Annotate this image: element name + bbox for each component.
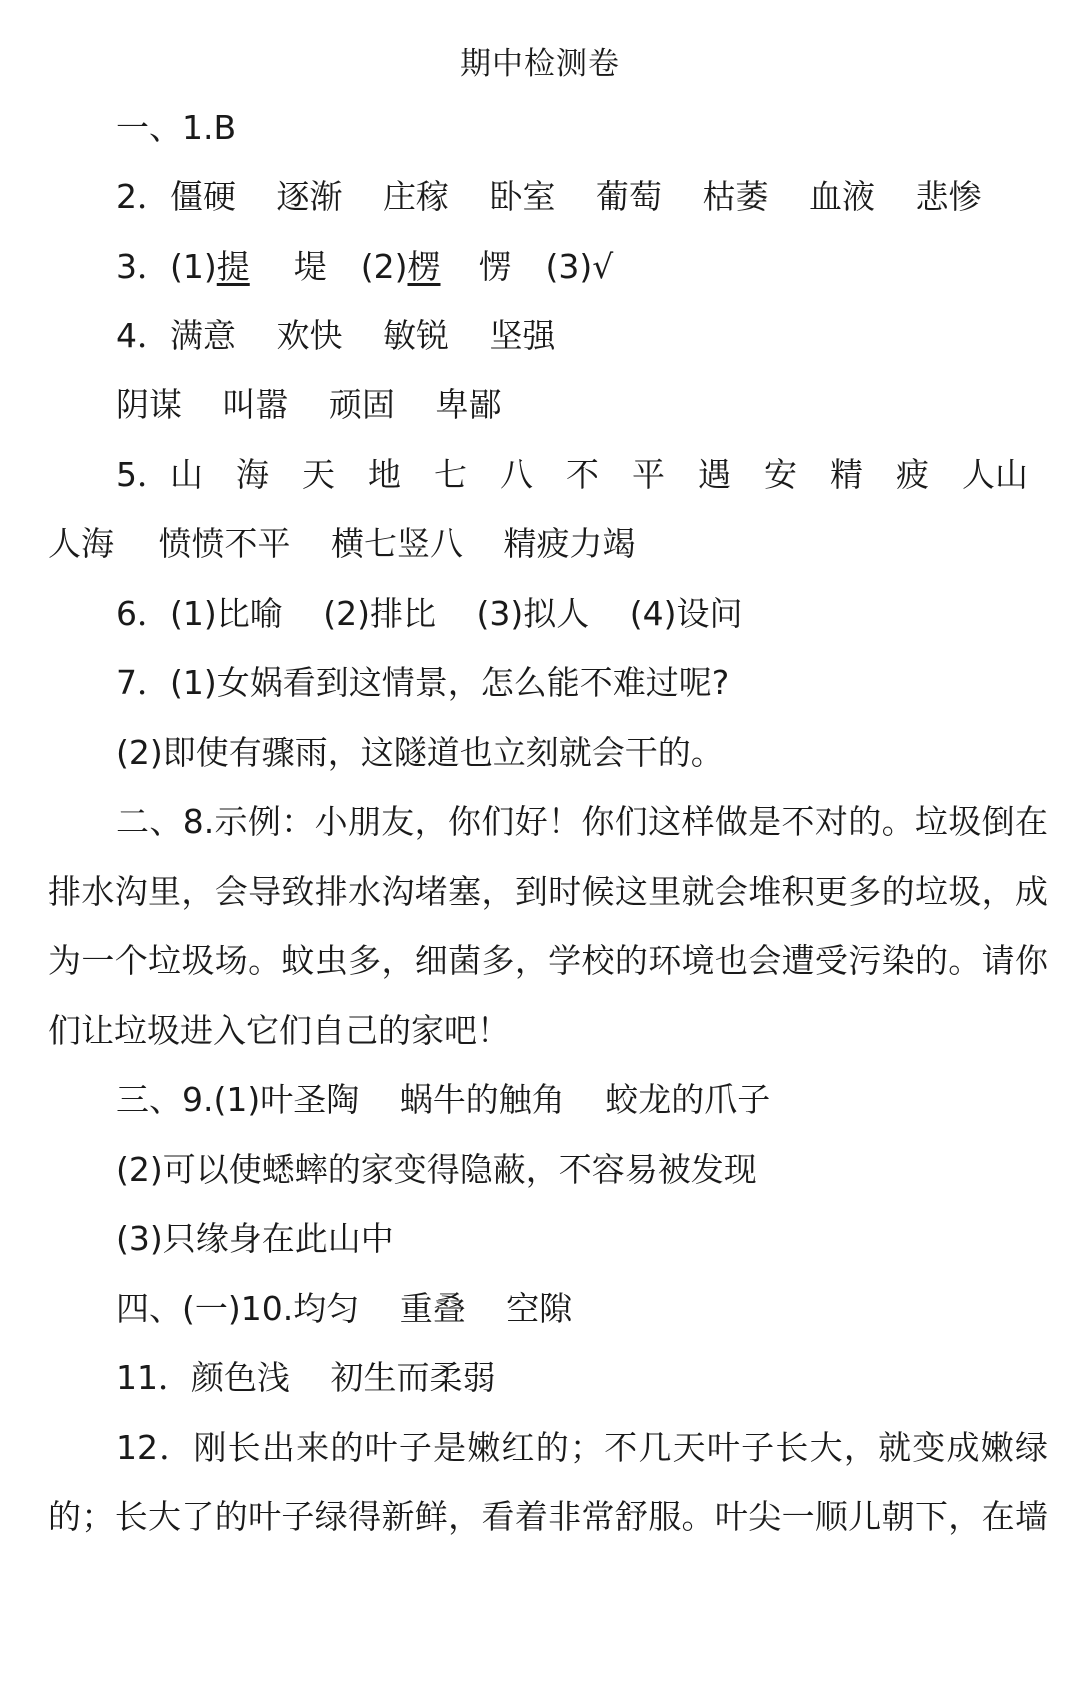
word: 庄稼	[383, 177, 449, 216]
answer-line-2	[116, 175, 982, 219]
answer-line-11: 二、8.示例：小朋友，你们好！你们这样做是不对的。垃圾倒在	[116, 802, 1048, 841]
answer-line-16: (2)可以使蟋蟀的家变得隐蔽，不容易被发现	[116, 1150, 757, 1189]
word: 蜗牛的触角	[399, 1080, 565, 1119]
word: 坚强	[489, 316, 556, 355]
word: 人海	[48, 524, 114, 563]
word: 欢快	[276, 316, 343, 355]
answer-line-7	[48, 522, 1048, 566]
word: 2．僵硬	[116, 177, 236, 216]
answer-line-19	[116, 1356, 496, 1400]
word: 枯萎	[702, 177, 769, 216]
word: 11．颜色浅	[116, 1358, 290, 1397]
check-answer: (3)√	[545, 247, 614, 286]
word: 空隙	[506, 1289, 573, 1328]
word: 4．满意	[116, 316, 236, 355]
word: 敏锐	[383, 316, 449, 355]
underlined-answer: 提	[216, 247, 250, 286]
page-title: 期中检测卷	[460, 46, 620, 82]
word: (4)设问	[629, 594, 743, 633]
word: 阴谋	[116, 385, 182, 424]
answer-line-4	[116, 314, 556, 358]
word: (2)排比	[323, 594, 436, 633]
answer-line-17: (3)只缘身在此山中	[116, 1219, 394, 1258]
word: 卧室	[489, 177, 556, 216]
word: 6．(1)比喻	[116, 594, 283, 633]
answer-line-5	[116, 383, 502, 427]
word: 叫嚣	[222, 385, 289, 424]
alt-char: 愣	[478, 247, 512, 286]
word: 血液	[809, 177, 875, 216]
answer-line-6: 5．山 海 天 地 七 八 不 平 遇 安 精 疲 人山	[116, 455, 1028, 494]
word: 愤愤不平	[158, 524, 291, 563]
answer-line-3	[116, 245, 613, 289]
word: 重叠	[399, 1289, 466, 1328]
word: 四、(一)10.均匀	[116, 1289, 360, 1328]
answer-line-9: 7．(1)女娲看到这情景，怎么能不难过呢?	[116, 663, 730, 702]
word: 横七竖八	[331, 524, 463, 563]
part-prefix: 3．(1)	[116, 247, 217, 286]
word: 精疲力竭	[503, 524, 636, 563]
word: 蛟龙的爪子	[605, 1080, 771, 1119]
word: 顽固	[329, 385, 395, 424]
part-prefix: (2)	[360, 247, 408, 286]
answer-line-20: 12．刚长出来的叶子是嫩红的；不几天叶子长大，就变成嫩绿	[116, 1428, 1048, 1467]
answer-line-14: 们让垃圾进入它们自己的家吧！	[48, 1011, 510, 1050]
word: 三、9.(1)叶圣陶	[116, 1080, 360, 1119]
answer-line-13: 为一个垃圾场。蚊虫多，细菌多，学校的环境也会遭受污染的。请你	[48, 941, 1048, 980]
answer-line-10: (2)即使有骤雨，这隧道也立刻就会干的。	[116, 733, 724, 772]
answer-line-21: 的；长大了的叶子绿得新鲜，看着非常舒服。叶尖一顺儿朝下，在墙	[48, 1497, 1048, 1536]
answer-line-1: 一、1.B	[116, 108, 237, 147]
word: 逐渐	[276, 177, 343, 216]
word: 悲惨	[915, 177, 982, 216]
answer-line-8	[116, 592, 743, 636]
answer-line-12: 排水沟里，会导致排水沟堵塞，到时候这里就会堆积更多的垃圾，成	[48, 872, 1048, 911]
underlined-answer: 楞	[407, 247, 441, 286]
alt-char: 堤	[293, 247, 327, 286]
answer-line-15	[116, 1078, 770, 1122]
answer-line-18	[116, 1287, 572, 1331]
word: (3)拟人	[476, 594, 590, 633]
word: 卑鄙	[435, 385, 502, 424]
word: 初生而柔弱	[330, 1358, 496, 1397]
word: 葡萄	[596, 177, 662, 216]
